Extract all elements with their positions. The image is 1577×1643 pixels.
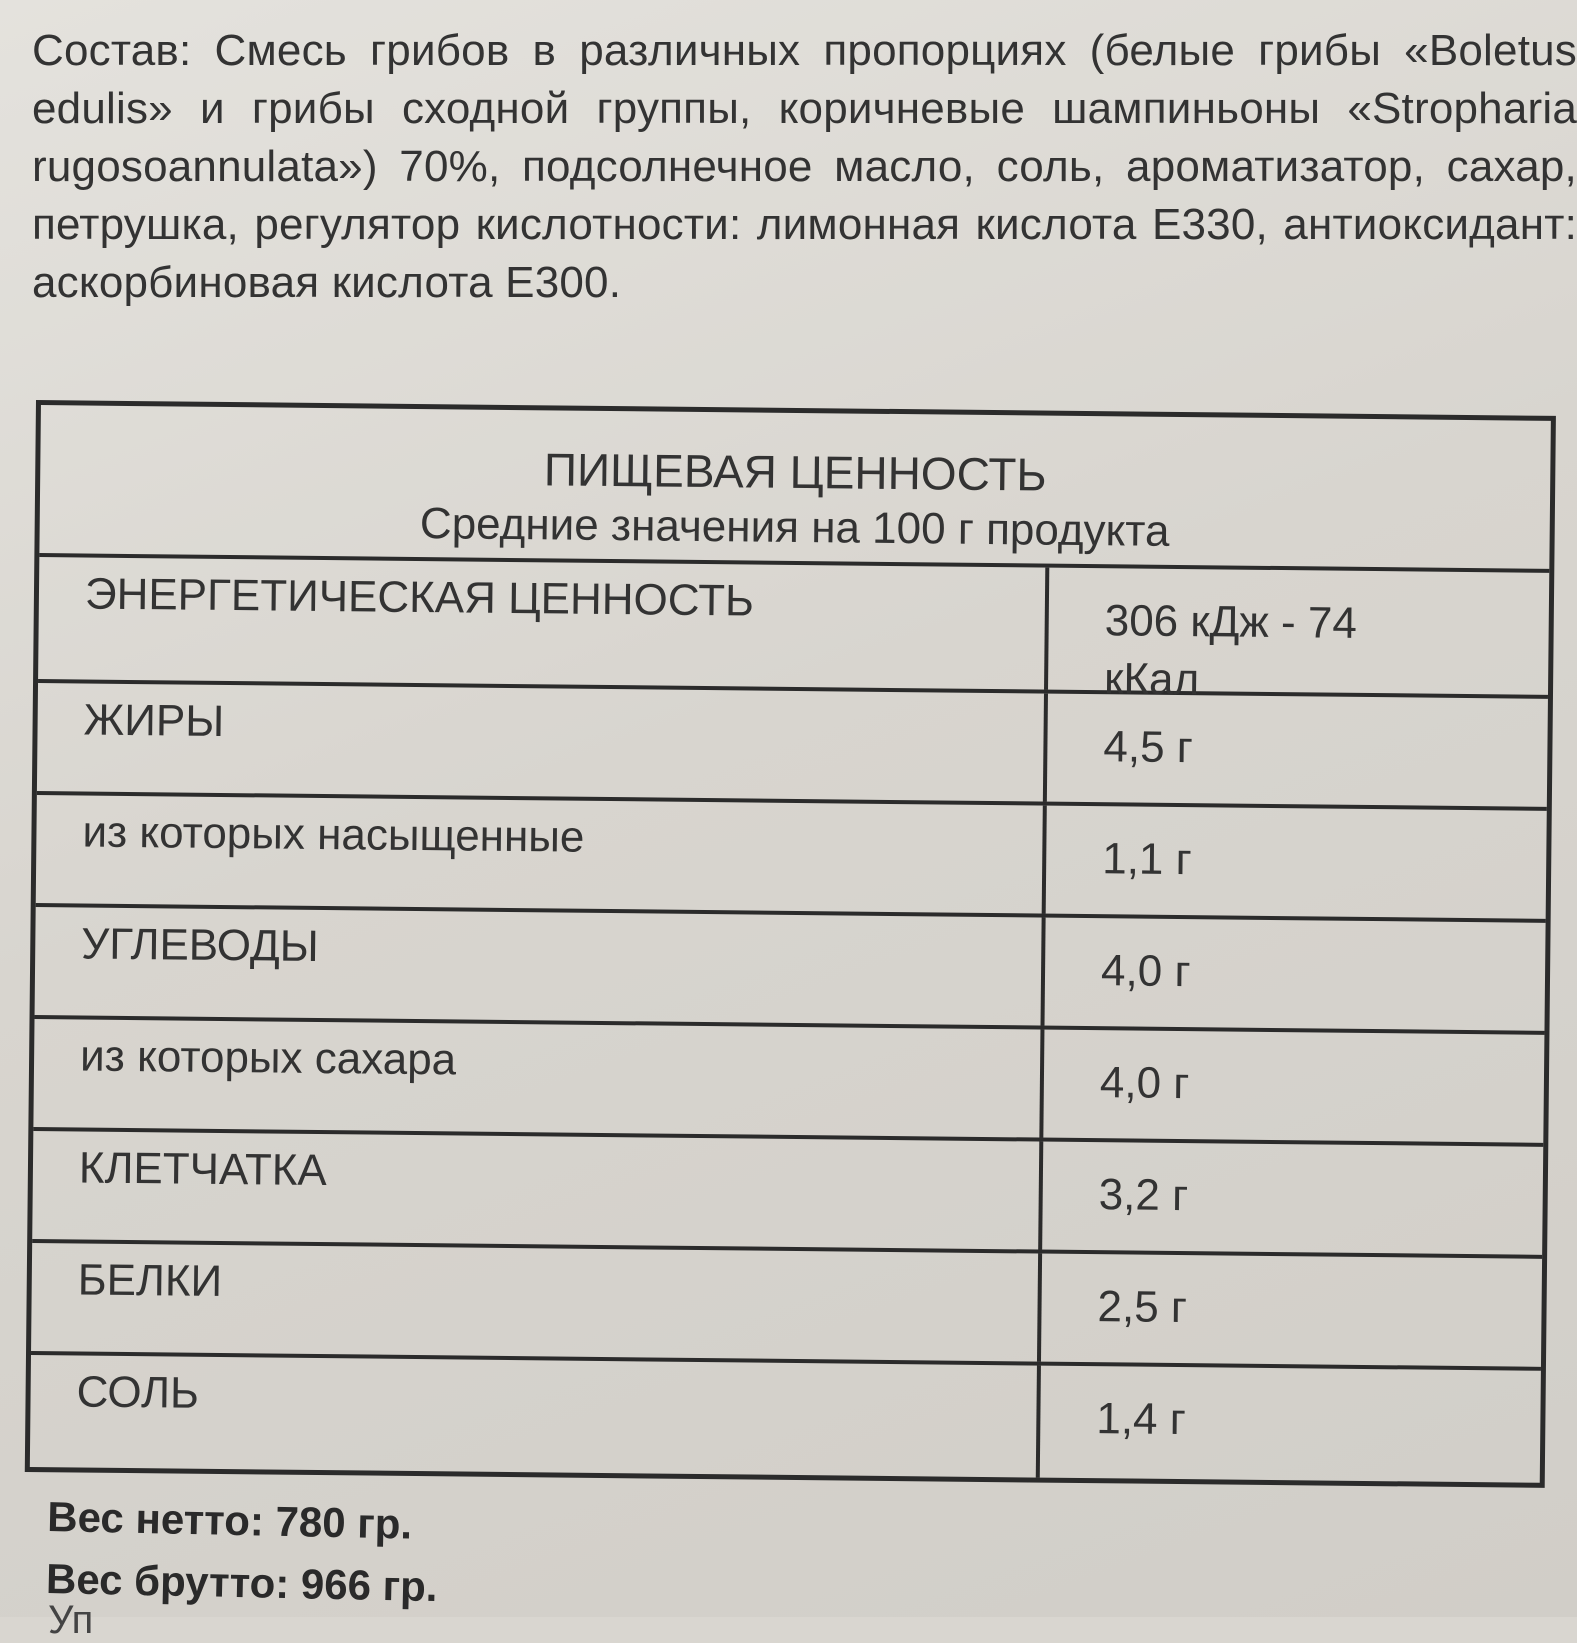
cut-off-text: Уп [48,1598,94,1642]
nutrient-value: 1,4 г [1096,1394,1187,1445]
table-row [33,1019,1544,1147]
table-row [37,683,1548,811]
table-row [35,907,1546,1035]
nutrient-name: ЖИРЫ [37,683,1048,802]
nutrient-name: БЕЛКИ [31,1243,1042,1362]
nutrition-title: ПИЩЕВАЯ ЦЕННОСТЬ [543,443,1047,501]
nutrient-name: из которых сахара [33,1019,1044,1138]
nutrient-value: 4,0 г [1100,946,1191,997]
gross-weight: Вес брутто: 966 гр. [45,1554,439,1611]
table-row [38,557,1549,705]
nutrient-name: УГЛЕВОДЫ [35,907,1046,1026]
nutrition-table [25,400,1556,1488]
nutrient-value: 306 кДж - 74 кКал [1103,596,1358,705]
nutrient-name: из которых насыщенные [36,795,1047,914]
weights-block [45,1486,439,1618]
nutrient-value: 1,1 г [1101,834,1192,885]
nutrient-value: 2,5 г [1097,1282,1188,1333]
nutrient-value: 3,2 г [1098,1170,1189,1221]
ingredients-text: Состав: Смесь грибов в различных пропорциях (белые грибы «Boletus edulis» и грибы сходной группы, коричневые шампиньоны «Stropharia rugosoannulata») 70%, подсолнечное масло, соль, ароматизатор, сахар, петрушка, регулятор кислотности: лимонная кислота Е330, антиоксидант: аскорбиновая кислота Е300. [32,26,1577,307]
nutrition-table-header [39,405,1551,573]
nutrient-value: 4,0 г [1099,1058,1190,1109]
table-row [32,1131,1543,1259]
table-row [31,1243,1542,1371]
nutrient-name: ЭНЕРГЕТИЧЕСКАЯ ЦЕННОСТЬ [38,557,1049,690]
table-row [36,795,1547,923]
table-row [30,1355,1541,1483]
nutrient-value: 4,5 г [1103,722,1194,773]
nutrient-name: СОЛЬ [30,1355,1041,1478]
nutrient-name: КЛЕТЧАТКА [32,1131,1043,1250]
net-weight: Вес нетто: 780 гр. [46,1492,413,1548]
nutrition-subtitle: Средние значения на 100 г продукта [419,499,1170,556]
